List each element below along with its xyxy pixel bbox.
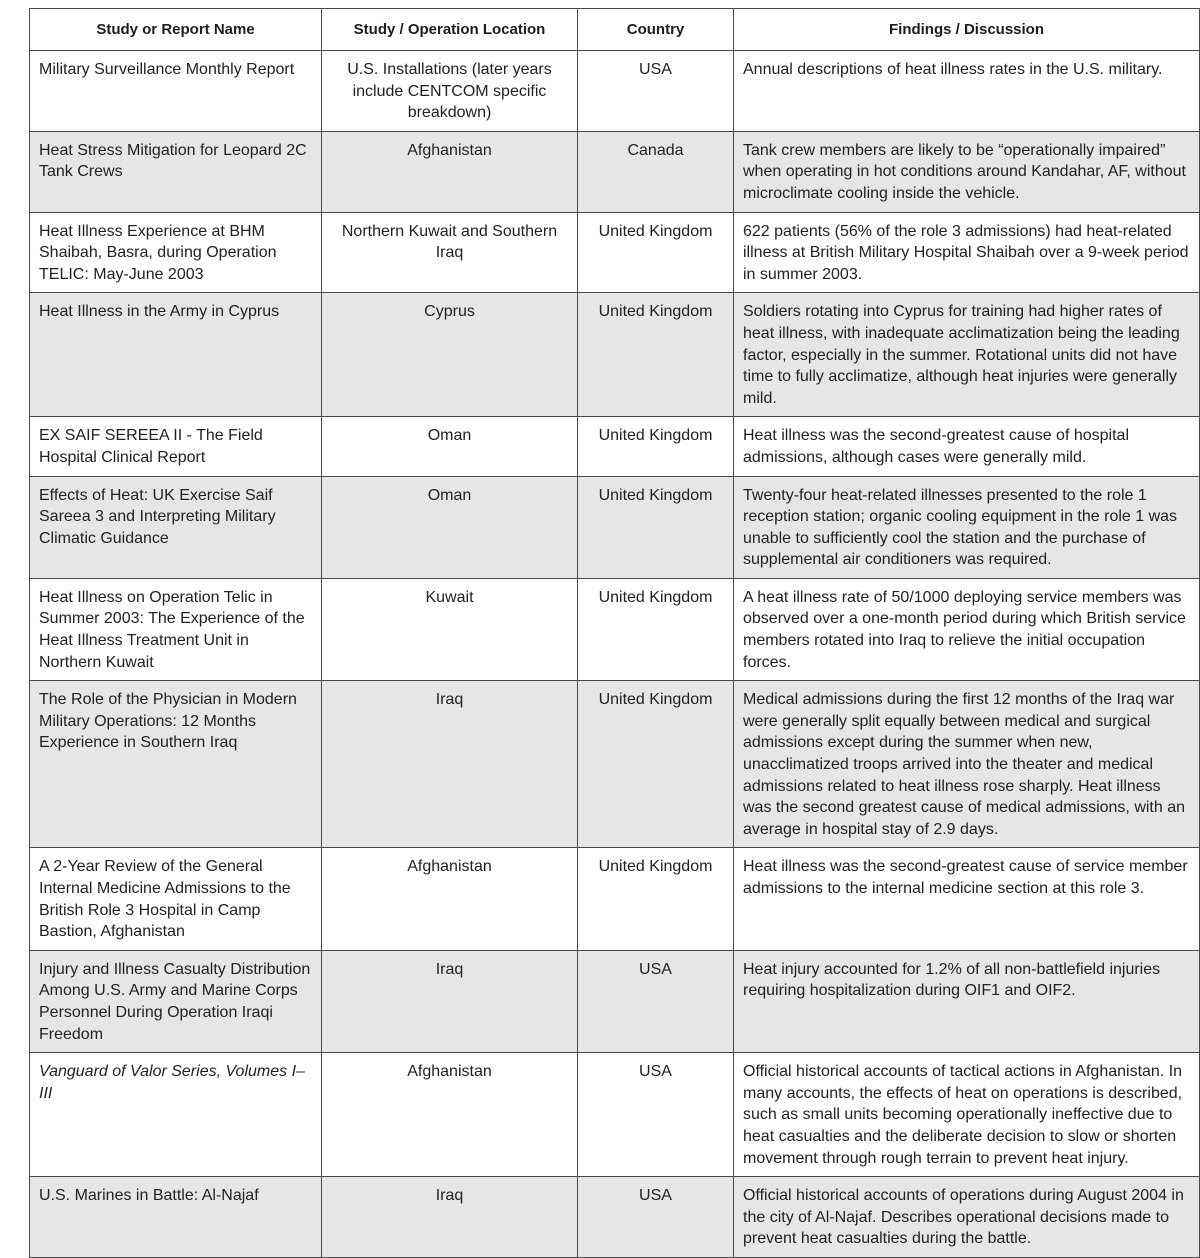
cell-country: USA xyxy=(578,1177,734,1258)
cell-location: Oman xyxy=(322,417,578,476)
cell-country: United Kingdom xyxy=(578,578,734,680)
cell-findings: Twenty-four heat-related illnesses presented to the role 1 reception station; organic cooling equipment in the role 1 was unable to sufficiently cool the station and the purchase of supplemental air conditioners was required. xyxy=(734,476,1200,578)
cell-location: Iraq xyxy=(322,950,578,1052)
cell-study-name: A 2-Year Review of the General Internal Medicine Admissions to the British Role 3 Hospital in Camp Bastion, Afghanistan xyxy=(30,848,322,950)
cell-study-name: Heat Illness in the Army in Cyprus xyxy=(30,293,322,417)
header-location: Study / Operation Location xyxy=(322,9,578,51)
cell-study-name: Effects of Heat: UK Exercise Saif Sareea 3 and Interpreting Military Climatic Guidance xyxy=(30,476,322,578)
cell-location: Northern Kuwait and Southern Iraq xyxy=(322,212,578,293)
header-findings: Findings / Discussion xyxy=(734,9,1200,51)
table-row xyxy=(30,848,1200,950)
table-row xyxy=(30,417,1200,476)
cell-country: USA xyxy=(578,950,734,1052)
table-row xyxy=(30,293,1200,417)
cell-location: U.S. Installations (later years include CENTCOM specific breakdown) xyxy=(322,51,578,132)
table-row xyxy=(30,212,1200,293)
cell-location: Kuwait xyxy=(322,578,578,680)
header-study-name: Study or Report Name xyxy=(30,9,322,51)
cell-study-name: U.S. Marines in Battle: Al-Najaf xyxy=(30,1177,322,1258)
cell-country: Canada xyxy=(578,131,734,212)
table-row xyxy=(30,1177,1200,1258)
cell-study-name: Injury and Illness Casualty Distribution Among U.S. Army and Marine Corps Personnel During Operation Iraqi Freedom xyxy=(30,950,322,1052)
cell-country: USA xyxy=(578,51,734,132)
cell-findings: Soldiers rotating into Cyprus for training had higher rates of heat illness, with inadequate acclimatization being the leading factor, especially in the summer. Rotational units did not have time to fully acclimatize, although heat injuries were generally mild. xyxy=(734,293,1200,417)
cell-location: Afghanistan xyxy=(322,1053,578,1177)
cell-findings: A heat illness rate of 50/1000 deploying service members was observed over a one-month period during which British service members rotated into Iraq to relieve the initial occupation forces. xyxy=(734,578,1200,680)
cell-location: Iraq xyxy=(322,681,578,848)
cell-findings: Official historical accounts of operations during August 2004 in the city of Al-Najaf. Describes operational decisions made to prevent heat casualties during the battle. xyxy=(734,1177,1200,1258)
cell-findings: Tank crew members are likely to be “operationally impaired” when operating in hot conditions around Kandahar, AF, without microclimate cooling inside the vehicle. xyxy=(734,131,1200,212)
table-row xyxy=(30,51,1200,132)
header-row xyxy=(30,9,1200,51)
cell-findings: Official historical accounts of tactical actions in Afghanistan. In many accounts, the effects of heat on operations is described, such as small units becoming operationally ineffective due to heat casualties and the deliberate decision to slow or shorten movement through rough terrain to prevent heat injury. xyxy=(734,1053,1200,1177)
table-row xyxy=(30,681,1200,848)
cell-study-name: Heat Illness Experience at BHM Shaibah, Basra, during Operation TELIC: May-June 2003 xyxy=(30,212,322,293)
cell-study-name: EX SAIF SEREEA II - The Field Hospital Clinical Report xyxy=(30,417,322,476)
cell-country: United Kingdom xyxy=(578,476,734,578)
cell-study-name: Heat Illness on Operation Telic in Summer 2003: The Experience of the Heat Illness Treatment Unit in Northern Kuwait xyxy=(30,578,322,680)
cell-findings: 622 patients (56% of the role 3 admissions) had heat-related illness at British Military Hospital Shaibah over a 9-week period in summer 2003. xyxy=(734,212,1200,293)
heat-illness-studies-table xyxy=(29,8,1200,1258)
cell-findings: Heat injury accounted for 1.2% of all non-battlefield injuries requiring hospitalization during OIF1 and OIF2. xyxy=(734,950,1200,1052)
cell-findings: Heat illness was the second-greatest cause of hospital admissions, although cases were generally mild. xyxy=(734,417,1200,476)
table-row xyxy=(30,131,1200,212)
cell-study-name: Military Surveillance Monthly Report xyxy=(30,51,322,132)
cell-location: Afghanistan xyxy=(322,131,578,212)
cell-study-name: Heat Stress Mitigation for Leopard 2C Tank Crews xyxy=(30,131,322,212)
cell-country: United Kingdom xyxy=(578,417,734,476)
header-country: Country xyxy=(578,9,734,51)
table-wrapper xyxy=(29,8,1199,1258)
cell-location: Cyprus xyxy=(322,293,578,417)
table-row xyxy=(30,1053,1200,1177)
cell-study-name: Vanguard of Valor Series, Volumes I–III xyxy=(30,1053,322,1177)
cell-location: Afghanistan xyxy=(322,848,578,950)
cell-country: United Kingdom xyxy=(578,848,734,950)
cell-country: United Kingdom xyxy=(578,212,734,293)
cell-location: Iraq xyxy=(322,1177,578,1258)
cell-country: United Kingdom xyxy=(578,293,734,417)
table-row xyxy=(30,950,1200,1052)
cell-study-name: The Role of the Physician in Modern Military Operations: 12 Months Experience in Southern Iraq xyxy=(30,681,322,848)
table-row xyxy=(30,476,1200,578)
cell-findings: Heat illness was the second-greatest cause of service member admissions to the internal medicine section at this role 3. xyxy=(734,848,1200,950)
cell-findings: Annual descriptions of heat illness rates in the U.S. military. xyxy=(734,51,1200,132)
cell-findings: Medical admissions during the first 12 months of the Iraq war were generally split equally between medical and surgical admissions except during the summer when new, unacclimatized troops arrived into the theater and medical admissions related to heat illness rose sharply. Heat illness was the second greatest cause of medical admissions, with an average in hospital stay of 2.9 days. xyxy=(734,681,1200,848)
table-row xyxy=(30,578,1200,680)
cell-country: United Kingdom xyxy=(578,681,734,848)
cell-country: USA xyxy=(578,1053,734,1177)
cell-location: Oman xyxy=(322,476,578,578)
